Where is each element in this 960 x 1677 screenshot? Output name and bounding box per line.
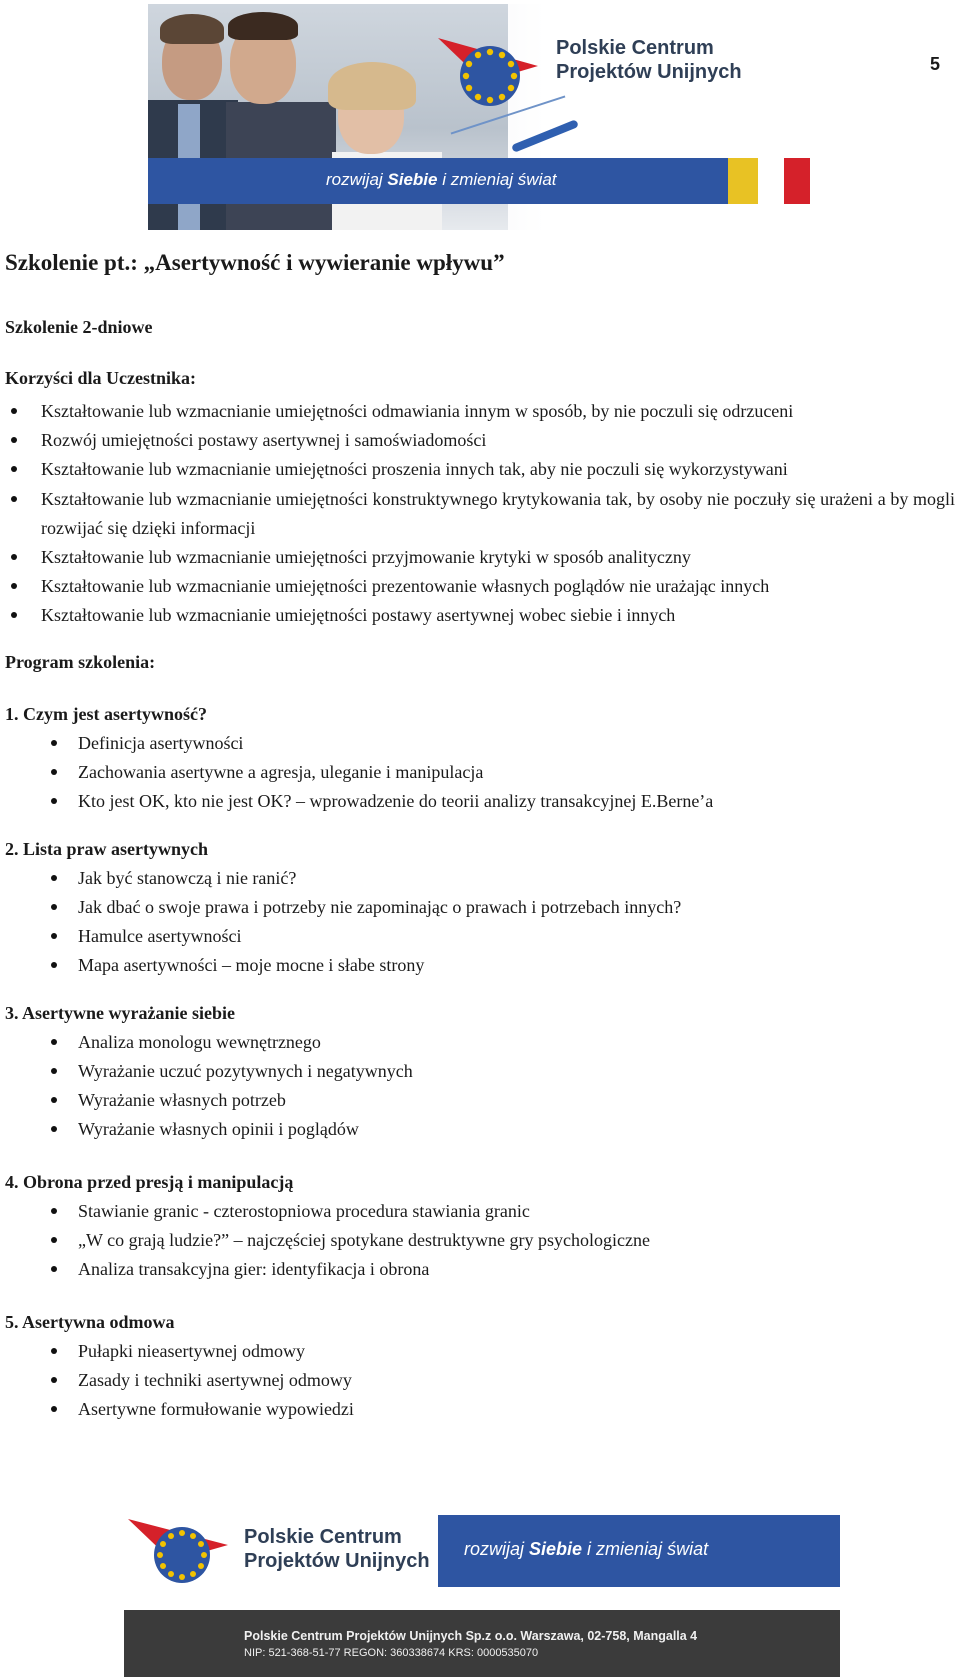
flag-white-stripe — [758, 158, 784, 204]
bullet-icon — [11, 437, 17, 443]
section-title: 5. Asertywna odmowa — [5, 1312, 175, 1332]
bullet-icon — [11, 408, 17, 414]
section-title: 2. Lista praw asertywnych — [5, 839, 208, 859]
bullet-icon — [11, 612, 17, 618]
list-item: Pułapki nieasertywnej odmowy — [5, 1337, 955, 1366]
list-item: Kształtowanie lub wzmacnianie umiejętności odmawiania innym w sposób, by nie poczuli się odrzuceni — [5, 397, 955, 426]
list-item: Kształtowanie lub wzmacnianie umiejętności konstruktywnego krytykowania tak, by osoby nie poczuły się urażeni a by mogli rozwijać się dzięki informacji — [5, 485, 955, 543]
bullet-icon — [51, 875, 57, 881]
footer-slogan-box — [438, 1515, 840, 1587]
section-title: 3. Asertywne wyrażanie siebie — [5, 1003, 235, 1023]
list-item: Jak dbać o swoje prawa i potrzeby nie zapominając o prawach i potrzebach innych? — [5, 893, 955, 922]
bullet-icon — [51, 1348, 57, 1354]
bullet-icon — [51, 1208, 57, 1214]
bullet-icon — [51, 1097, 57, 1103]
list-item: Kształtowanie lub wzmacnianie umiejętności proszenia innych tak, aby nie poczuli się wykorzystywani — [5, 455, 955, 484]
footer-logo-line2: Projektów Unijnych — [244, 1550, 430, 1572]
footer-slogan: rozwijaj Siebie i zmieniaj świat — [464, 1539, 709, 1559]
bullet-icon — [51, 1039, 57, 1045]
section-title: 4. Obrona przed presją i manipulacją — [5, 1172, 294, 1192]
program-heading: Program szkolenia: — [5, 652, 156, 672]
bullet-icon — [51, 1126, 57, 1132]
list-item: Kształtowanie lub wzmacnianie umiejętności postawy asertywnej wobec siebie i innych — [5, 601, 955, 630]
program-section-2 — [5, 835, 955, 980]
section-title: 1. Czym jest asertywność? — [5, 704, 207, 724]
header-slogan: rozwijaj Siebie i zmieniaj świat — [326, 170, 557, 189]
program-section-3 — [5, 999, 955, 1144]
list-item: Analiza transakcyjna gier: identyfikacja i obrona — [5, 1255, 955, 1284]
header-logo-line1: Polskie Centrum — [556, 37, 714, 59]
list-item: Kształtowanie lub wzmacnianie umiejętności prezentowanie własnych poglądów nie urażając innych — [5, 572, 955, 601]
footer-logo-emblem-icon — [128, 1515, 238, 1587]
list-item: Jak być stanowczą i nie ranić? — [5, 864, 955, 893]
list-item: Definicja asertywności — [5, 729, 955, 758]
list-item: Zachowania asertywne a agresja, uleganie i manipulacja — [5, 758, 955, 787]
benefits-list — [5, 397, 955, 631]
bullet-icon — [51, 1237, 57, 1243]
list-item: Wyrażanie własnych opinii i poglądów — [5, 1115, 955, 1144]
document-subtitle: Szkolenie 2-dniowe — [5, 317, 153, 337]
footer-company-line: Polskie Centrum Projektów Unijnych Sp.z o.o. Warszawa, 02-758, Mangalla 4 — [244, 1629, 698, 1643]
logo-emblem-icon — [438, 32, 548, 112]
bullet-icon — [51, 1266, 57, 1272]
program-section-5 — [5, 1308, 955, 1424]
bullet-icon — [51, 904, 57, 910]
section-list — [5, 1197, 955, 1284]
bullet-icon — [51, 962, 57, 968]
list-item: Zasady i techniki asertywnej odmowy — [5, 1366, 955, 1395]
program-section-4 — [5, 1168, 955, 1284]
list-item: „W co grają ludzie?” – najczęściej spotykane destruktywne gry psychologiczne — [5, 1226, 955, 1255]
list-item: Hamulce asertywności — [5, 922, 955, 951]
list-item: Kto jest OK, kto nie jest OK? – wprowadzenie do teorii analizy transakcyjnej E.Berne’a — [5, 787, 955, 816]
list-item: Wyrażanie uczuć pozytywnych i negatywnych — [5, 1057, 955, 1086]
header-logo-line2: Projektów Unijnych — [556, 61, 742, 83]
section-list — [5, 729, 955, 816]
document-title: Szkolenie pt.: „Asertywność i wywieranie wpływu” — [5, 250, 505, 275]
footer-branding — [128, 1515, 840, 1587]
bullet-icon — [51, 798, 57, 804]
bullet-icon — [11, 496, 17, 502]
bullet-icon — [51, 1377, 57, 1383]
list-item: Wyrażanie własnych potrzeb — [5, 1086, 955, 1115]
program-section-1 — [5, 700, 955, 816]
bullet-icon — [51, 1406, 57, 1412]
bullet-icon — [51, 933, 57, 939]
list-item: Rozwój umiejętności postawy asertywnej i samoświadomości — [5, 426, 955, 455]
list-item: Stawianie granic - czterostopniowa procedura stawiania granic — [5, 1197, 955, 1226]
flag-yellow-stripe — [728, 158, 758, 204]
footer-logo-line1: Polskie Centrum — [244, 1526, 402, 1548]
bullet-icon — [51, 740, 57, 746]
bullet-icon — [51, 1068, 57, 1074]
flag-red-stripe — [784, 158, 810, 204]
benefits-heading: Korzyści dla Uczestnika: — [5, 368, 196, 388]
list-item: Mapa asertywności – moje mocne i słabe strony — [5, 951, 955, 980]
page-number: 5 — [930, 54, 941, 74]
footer-company-bar — [124, 1610, 840, 1677]
header-logo-text — [556, 36, 742, 84]
list-item: Asertywne formułowanie wypowiedzi — [5, 1395, 955, 1424]
bullet-icon — [11, 554, 17, 560]
list-item: Analiza monologu wewnętrznego — [5, 1028, 955, 1057]
section-list — [5, 1337, 955, 1424]
bullet-icon — [11, 583, 17, 589]
list-item: Kształtowanie lub wzmacnianie umiejętności przyjmowanie krytyki w sposób analityczny — [5, 543, 955, 572]
section-list — [5, 864, 955, 980]
header-banner — [148, 4, 810, 230]
bullet-icon — [11, 466, 17, 472]
section-list — [5, 1028, 955, 1144]
footer-logo-text — [244, 1525, 430, 1573]
footer-registry-line: NIP: 521-368-51-77 REGON: 360338674 KRS: 0000535070 — [244, 1647, 539, 1659]
header-logo — [438, 32, 798, 112]
bullet-icon — [51, 769, 57, 775]
